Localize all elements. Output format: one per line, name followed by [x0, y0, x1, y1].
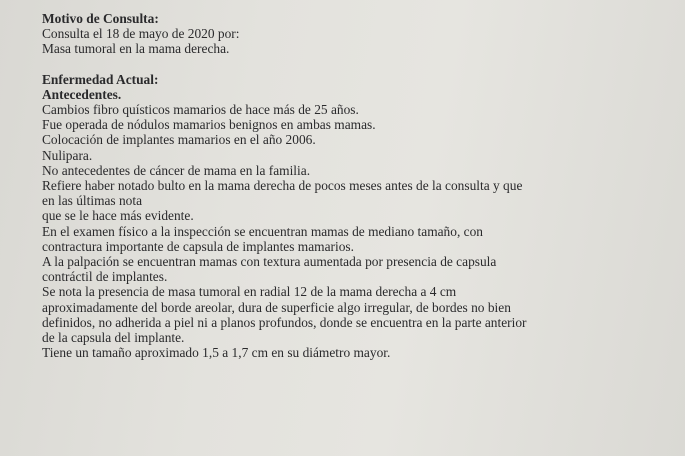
antecedente-line: Fue operada de nódulos mamarios benignos en ambas mamas.	[42, 117, 376, 133]
antecedente-line: en las últimas nota	[42, 193, 143, 209]
exam-line: A la palpación se encuentran mamas con textura aumentada por presencia de capsula	[42, 254, 497, 270]
antecedente-line: No antecedentes de cáncer de mama en la familia.	[42, 162, 311, 178]
antecedente-line: Cambios fibro quísticos mamarios de hace más de 25 años.	[42, 102, 359, 118]
antecedente-line: Nulipara.	[42, 147, 93, 163]
antecedente-line: Colocación de implantes mamarios en el año 2006.	[42, 132, 316, 148]
exam-line: En el examen físico a la inspección se encuentran mamas de mediano tamaño, con	[42, 223, 483, 239]
exam-line: contractura importante de capsula de implantes mamarios.	[42, 238, 354, 254]
exam-line: definidos, no adherida a piel ni a planos profundos, donde se encuentra en la parte anterior	[42, 314, 527, 330]
section-gap	[42, 57, 610, 72]
antecedente-line: que se le hace más evidente.	[42, 208, 194, 224]
motivo-line: Masa tumoral en la mama derecha.	[42, 41, 230, 57]
antecedente-line: Refiere haber notado bulto en la mama derecha de pocos meses antes de la consulta y que	[42, 178, 523, 194]
exam-line: Tiene un tamaño aproximado 1,5 a 1,7 cm en su diámetro mayor.	[42, 345, 391, 361]
motivo-line: Consulta el 18 de mayo de 2020 por:	[42, 26, 240, 42]
enfermedad-heading: Enfermedad Actual:	[42, 71, 159, 87]
exam-line: de la capsula del implante.	[42, 330, 185, 346]
exam-line: contráctil de implantes.	[42, 269, 168, 285]
exam-line: Se nota la presencia de masa tumoral en radial 12 de la mama derecha a 4 cm	[42, 284, 457, 300]
document-text	[42, 11, 610, 360]
exam-line: aproximadamente del borde areolar, dura de superficie algo irregular, de bordes no bien	[42, 299, 511, 315]
antecedentes-subheading: Antecedentes.	[42, 86, 122, 102]
motivo-heading: Motivo de Consulta:	[42, 11, 159, 26]
